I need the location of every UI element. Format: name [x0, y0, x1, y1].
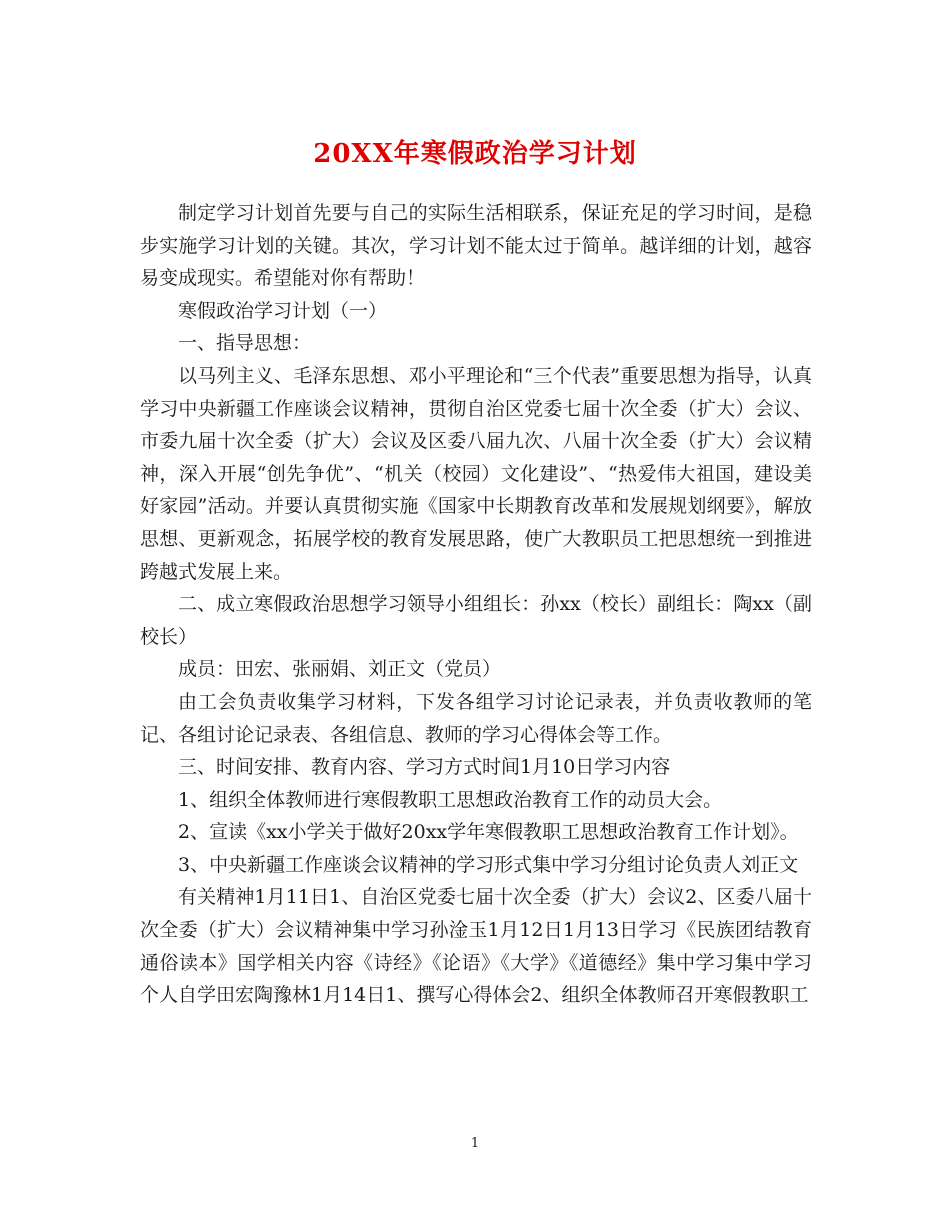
paragraph-item-1: 1、组织全体教师进行寒假教职工思想政治教育工作的动员大会。	[178, 788, 723, 811]
paragraph-schedule-details: 有关精神1月11日1、自治区党委七届十次全委（扩大）会议2、区委八届十次全委（扩大）会议精神集中学习孙淦玉1月12日1月13日学习《民族团结教育通俗读本》国学相关内容《诗经》《论语》《大学》《道德经》集中学习集中学习个人自学田宏陶豫林1月14日1、撰写心得体会2、组织全体教师召开寒假教职工	[140, 886, 812, 1007]
page-number: 1	[470, 1136, 480, 1151]
paragraph-section-3-schedule: 三、时间安排、教育内容、学习方式时间1月10日学习内容	[178, 756, 671, 779]
document-body	[140, 197, 812, 1012]
paragraph-item-2: 2、宣读《xx小学关于做好20xx学年寒假教职工思想政治教育工作计划》。	[178, 821, 799, 844]
document-title: 20XX年寒假政治学习计划	[313, 139, 637, 169]
paragraph-intro: 制定学习计划首先要与自己的实际生活相联系，保证充足的学习时间，是稳步实施学习计划的关键。其次，学习计划不能太过于简单。越详细的计划，越容易变成现实。希望能对你有帮助！	[140, 202, 812, 290]
paragraph-union-duties: 由工会负责收集学习材料，下发各组学习讨论记录表，并负责收教师的笔记、各组讨论记录表、各组信息、教师的学习心得体会等工作。	[140, 690, 812, 746]
paragraph-item-3: 3、中央新疆工作座谈会议精神的学习形式集中学习分组讨论负责人刘正文	[178, 853, 799, 876]
paragraph-plan-heading: 寒假政治学习计划（一）	[178, 299, 388, 322]
paragraph-members: 成员：田宏、张丽娟、刘正文（党员）	[178, 658, 502, 681]
paragraph-section-1-heading: 一、指导思想：	[178, 332, 312, 355]
paragraph-guiding-thought: 以马列主义、毛泽东思想、邓小平理论和“三个代表”重要思想为指导，认真学习中央新疆工作座谈会议精神，贯彻自治区党委七届十次全委（扩大）会议、市委九届十次全委（扩大）会议及区委八届九次、八届十次全委（扩大）会议精神，深入开展“创先争优”、“机关（校园）文化建设”、“热爱伟大祖国，建设美好家园”活动。并要认真贯彻实施《国家中长期教育改革和发展规划纲要》，解放思想、更新观念，拓展学校的教育发展思路，使广大教职员工把思想统一到推进跨越式发展上来。	[140, 364, 812, 583]
paragraph-section-2-leadership: 二、成立寒假政治思想学习领导小组组长：孙xx（校长）副组长：陶xx（副校长）	[140, 593, 812, 648]
